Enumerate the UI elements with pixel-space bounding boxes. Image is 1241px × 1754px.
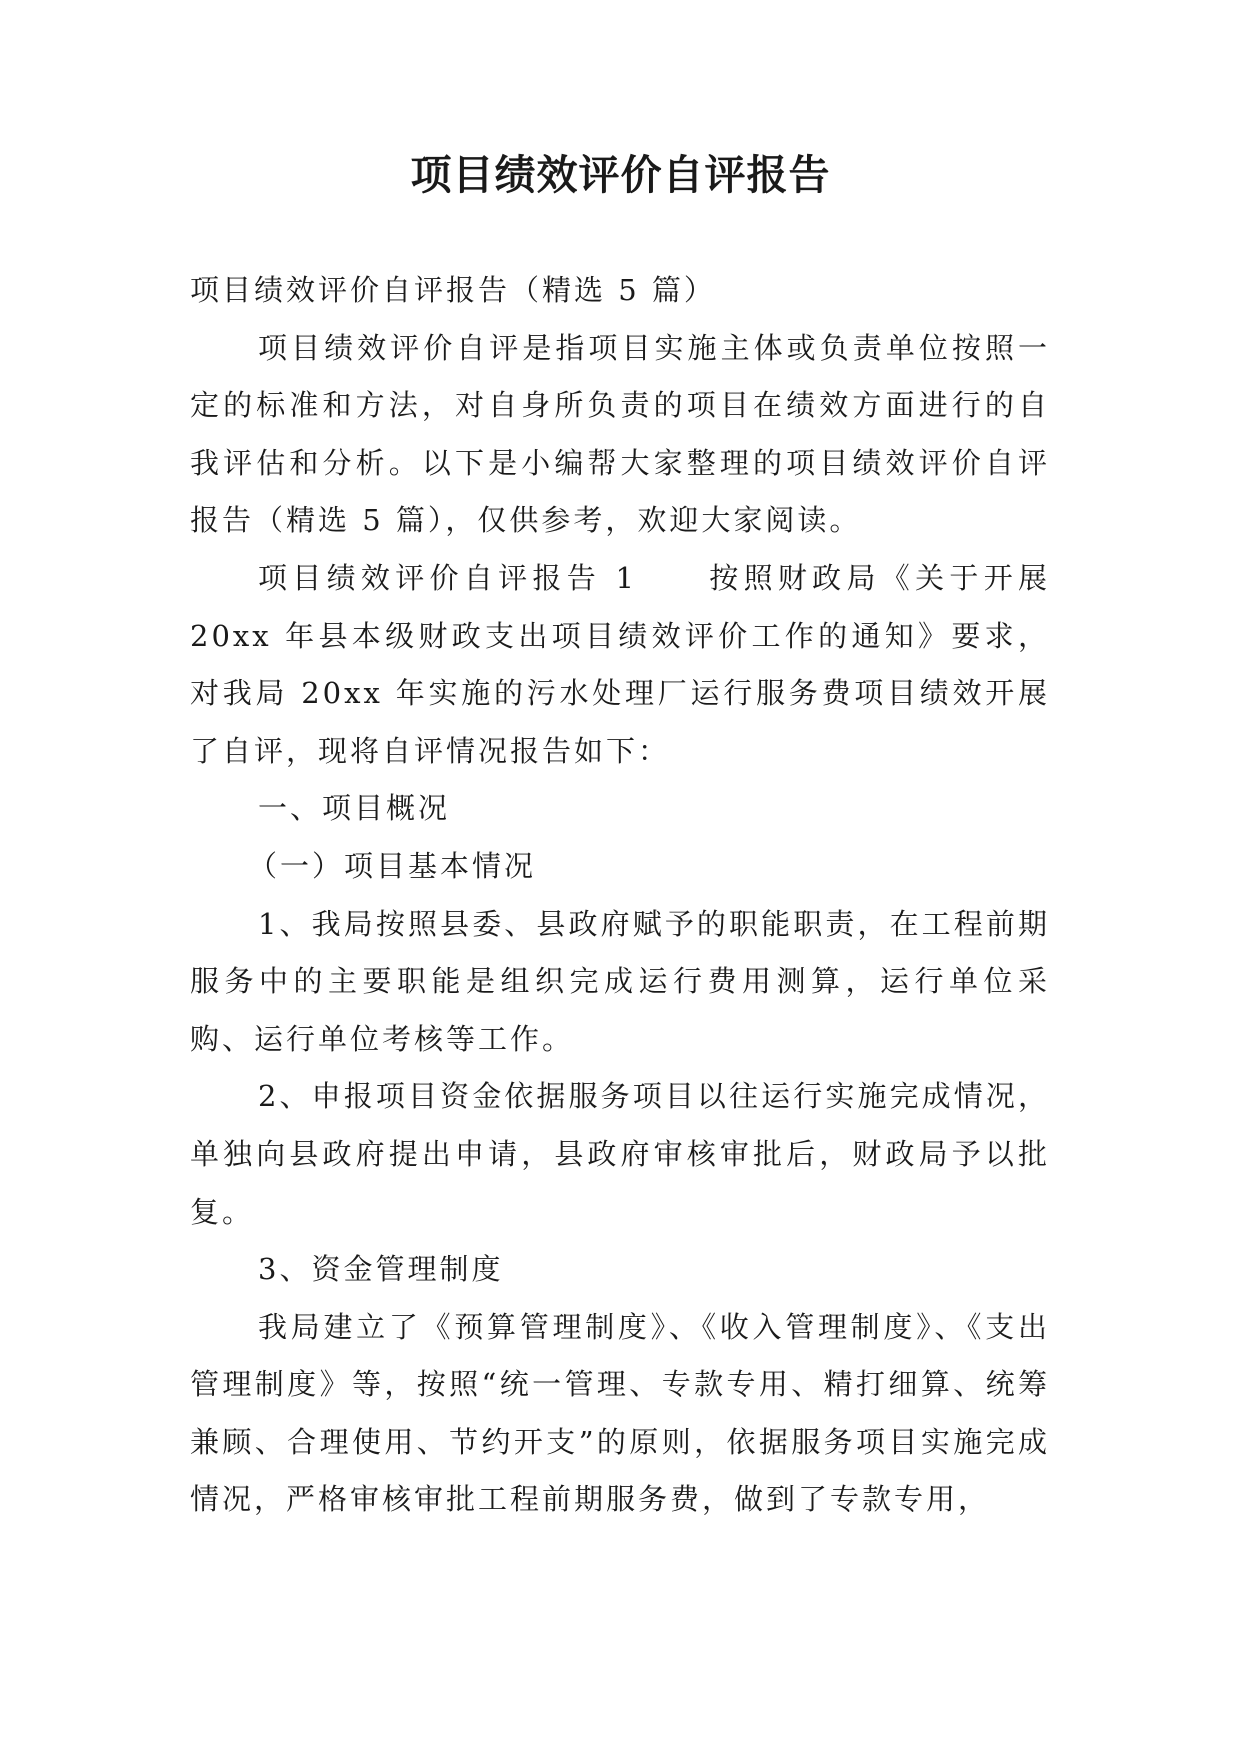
section-heading-1: 一、项目概况	[258, 791, 451, 826]
item-3-paragraph: 我局建立了《预算管理制度》、《收入管理制度》、《支出管理制度》等，按照“统一管理、专款专用、精打细算、统筹兼顾、合理使用、节约开支”的原则，依据服务项目实施完成情况，严格审核审批工程前期服务费，做到了专款专用，	[190, 1309, 1050, 1517]
report-1-heading: 项目绩效评价自评报告 1	[258, 560, 637, 595]
document-body	[190, 262, 1050, 1529]
subtitle-line: 项目绩效评价自评报告（精选 5 篇）	[190, 273, 716, 307]
item-3-heading: 3、资金管理制度	[258, 1252, 504, 1287]
item-2-paragraph: 2、申报项目资金依据服务项目以往运行实施完成情况，单独向县政府提出申请，县政府审核审批后，财政局予以批复。	[190, 1079, 1050, 1229]
section-heading-1-1: （一）项目基本情况	[248, 848, 537, 883]
report-1-paragraph	[190, 550, 1050, 780]
report-1-lead: 按照财政局《关于开展 20xx 年县本级财政支出项目绩效评价工作的通知》要求，对我局 20xx 年实施的污水处理厂运行服务费项目绩效开展了自评，现将自评情况报告如下：	[190, 560, 1050, 768]
document-title: 项目绩效评价自评报告	[410, 151, 831, 199]
intro-paragraph: 项目绩效评价自评是指项目实施主体或负责单位按照一定的标准和方法，对自身所负责的项目在绩效方面进行的自我评估和分析。以下是小编帮大家整理的项目绩效评价自评报告（精选 5 篇），仅供参考，欢迎大家阅读。	[190, 330, 1050, 538]
item-1-paragraph: 1、我局按照县委、县政府赋予的职能职责，在工程前期服务中的主要职能是组织完成运行费用测算，运行单位采购、运行单位考核等工作。	[190, 906, 1050, 1056]
